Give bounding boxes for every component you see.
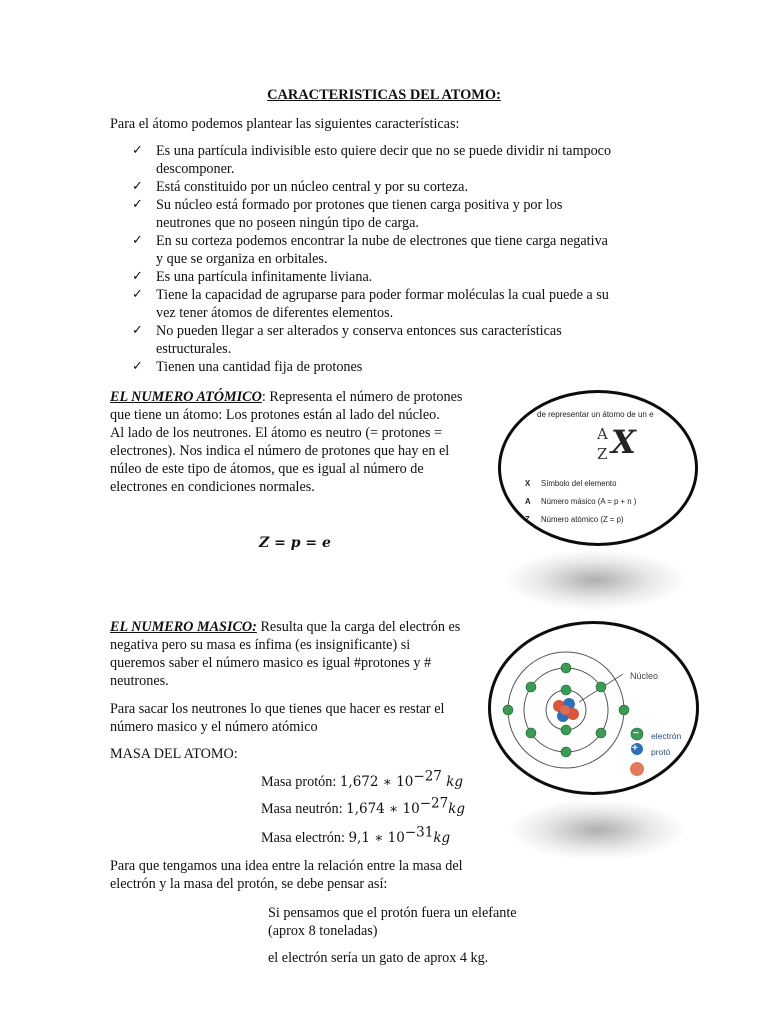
list-item: ✓ No pueden llegar a ser alterados y conserva entonces sus características estructurales.: [132, 323, 562, 357]
legend-row: X Símbolo del elemento: [525, 479, 617, 488]
page-title: CARACTERISTICAS DEL ATOMO:: [267, 87, 501, 103]
atom-model-image: [488, 621, 699, 795]
notation-caption: de representar un átomo de un e: [537, 410, 654, 419]
list-item: ✓ Tiene la capacidad de agruparse para poder formar moléculas la cual puede a su vez tener átomos de diferentes elementos.: [132, 287, 609, 321]
checkmark-icon: ✓: [132, 233, 143, 248]
atomic-number-heading: EL NUMERO ATÓMICO: [110, 389, 262, 405]
legend-row: A Número másico (A = p + n ): [525, 497, 637, 506]
list-item: ✓ Tienen una cantidad fija de protones: [132, 359, 363, 375]
elephant-text: Si pensamos que el protón fuera un elefante (aprox 8 toneladas): [268, 905, 517, 939]
notation-image: [498, 390, 698, 546]
checkmark-icon: ✓: [132, 197, 143, 212]
list-item: ✓ Es una partícula indivisible esto quiere decir que no se puede dividir ni tampoco descomponer.: [132, 143, 612, 177]
element-symbol: X: [611, 423, 636, 461]
atomic-number-symbol: Z: [597, 445, 608, 463]
atomic-number-formula: Z = p = e: [259, 535, 331, 551]
mass-number-symbol: A: [597, 425, 608, 443]
proton-label: protó: [651, 747, 671, 757]
nucleus-label: Núcleo: [630, 671, 659, 681]
notation-legend: [525, 475, 636, 529]
image-shadow: [505, 550, 685, 610]
atom-mass-heading: MASA DEL ATOMO:: [110, 746, 238, 762]
checkmark-icon: ✓: [132, 359, 143, 374]
minus-sign-icon: −: [633, 728, 639, 739]
intro-text: Para el átomo podemos plantear las siguientes características:: [110, 116, 460, 132]
electron-label: electrón: [651, 731, 682, 741]
electron-mass: Masa electrón: 9,1 ∗ $10^{-31}kg$: [261, 824, 451, 846]
checkmark-icon: ✓: [132, 179, 143, 194]
list-item: ✓ En su corteza podemos encontrar la nube de electrones que tiene carga negativa y que se organiza en orbitales.: [132, 233, 608, 267]
checkmark-icon: ✓: [132, 269, 143, 284]
characteristics-list: [132, 142, 672, 376]
neutron-mass: Masa neutrón: 1,674 ∗ $10^{-27}kg$: [261, 795, 466, 817]
legend-row: Z Número atómico (Z = p): [525, 515, 624, 524]
comparison-paragraph: Para que tengamos una idea entre la relación entre la masa del electrón y la masa del protón, se debe pensar así:: [110, 858, 463, 892]
image-shadow: [510, 800, 685, 860]
plus-sign-icon: +: [632, 743, 638, 754]
list-item: ✓ Su núcleo está formado por protones que tienen carga positiva y por los neutrones que no poseen ningún tipo de carga.: [132, 197, 563, 231]
proton-mass: Masa protón: 1,672 ∗ $10^{-27}$ kg: [261, 768, 464, 790]
atom-model-drawing: [491, 624, 696, 792]
checkmark-icon: ✓: [132, 287, 143, 302]
checkmark-icon: ✓: [132, 323, 143, 338]
list-item: ✓ Es una partícula infinitamente liviana.: [132, 269, 373, 285]
neutrons-paragraph: Para sacar los neutrones lo que tienes que hacer es restar el número masico y el número atómico: [110, 701, 445, 735]
atomic-number-paragraph: EL NUMERO ATÓMICO: Representa el número de protones que tiene un átomo: Los protones están al lado del núcleo. Al lado de los neutrones. El átomo es neutro (= protones = electrones). Nos indica el número de protones que hay en el núleo de este tipo de átomos, que es igual al número de electrones en condiciones normales.: [110, 389, 463, 495]
mass-number-paragraph: EL NUMERO MASICO: Resulta que la carga del electrón es negativa pero su masa es ínfima (es insignificante) si queremos saber el número masico es igual #protones y # neutrones.: [110, 619, 461, 689]
mass-number-heading: EL NUMERO MASICO:: [110, 619, 257, 635]
list-item: ✓ Está constituido por un núcleo central y por su corteza.: [132, 179, 469, 195]
checkmark-icon: ✓: [132, 143, 143, 158]
cat-text: el electrón sería un gato de aprox 4 kg.: [268, 950, 489, 966]
